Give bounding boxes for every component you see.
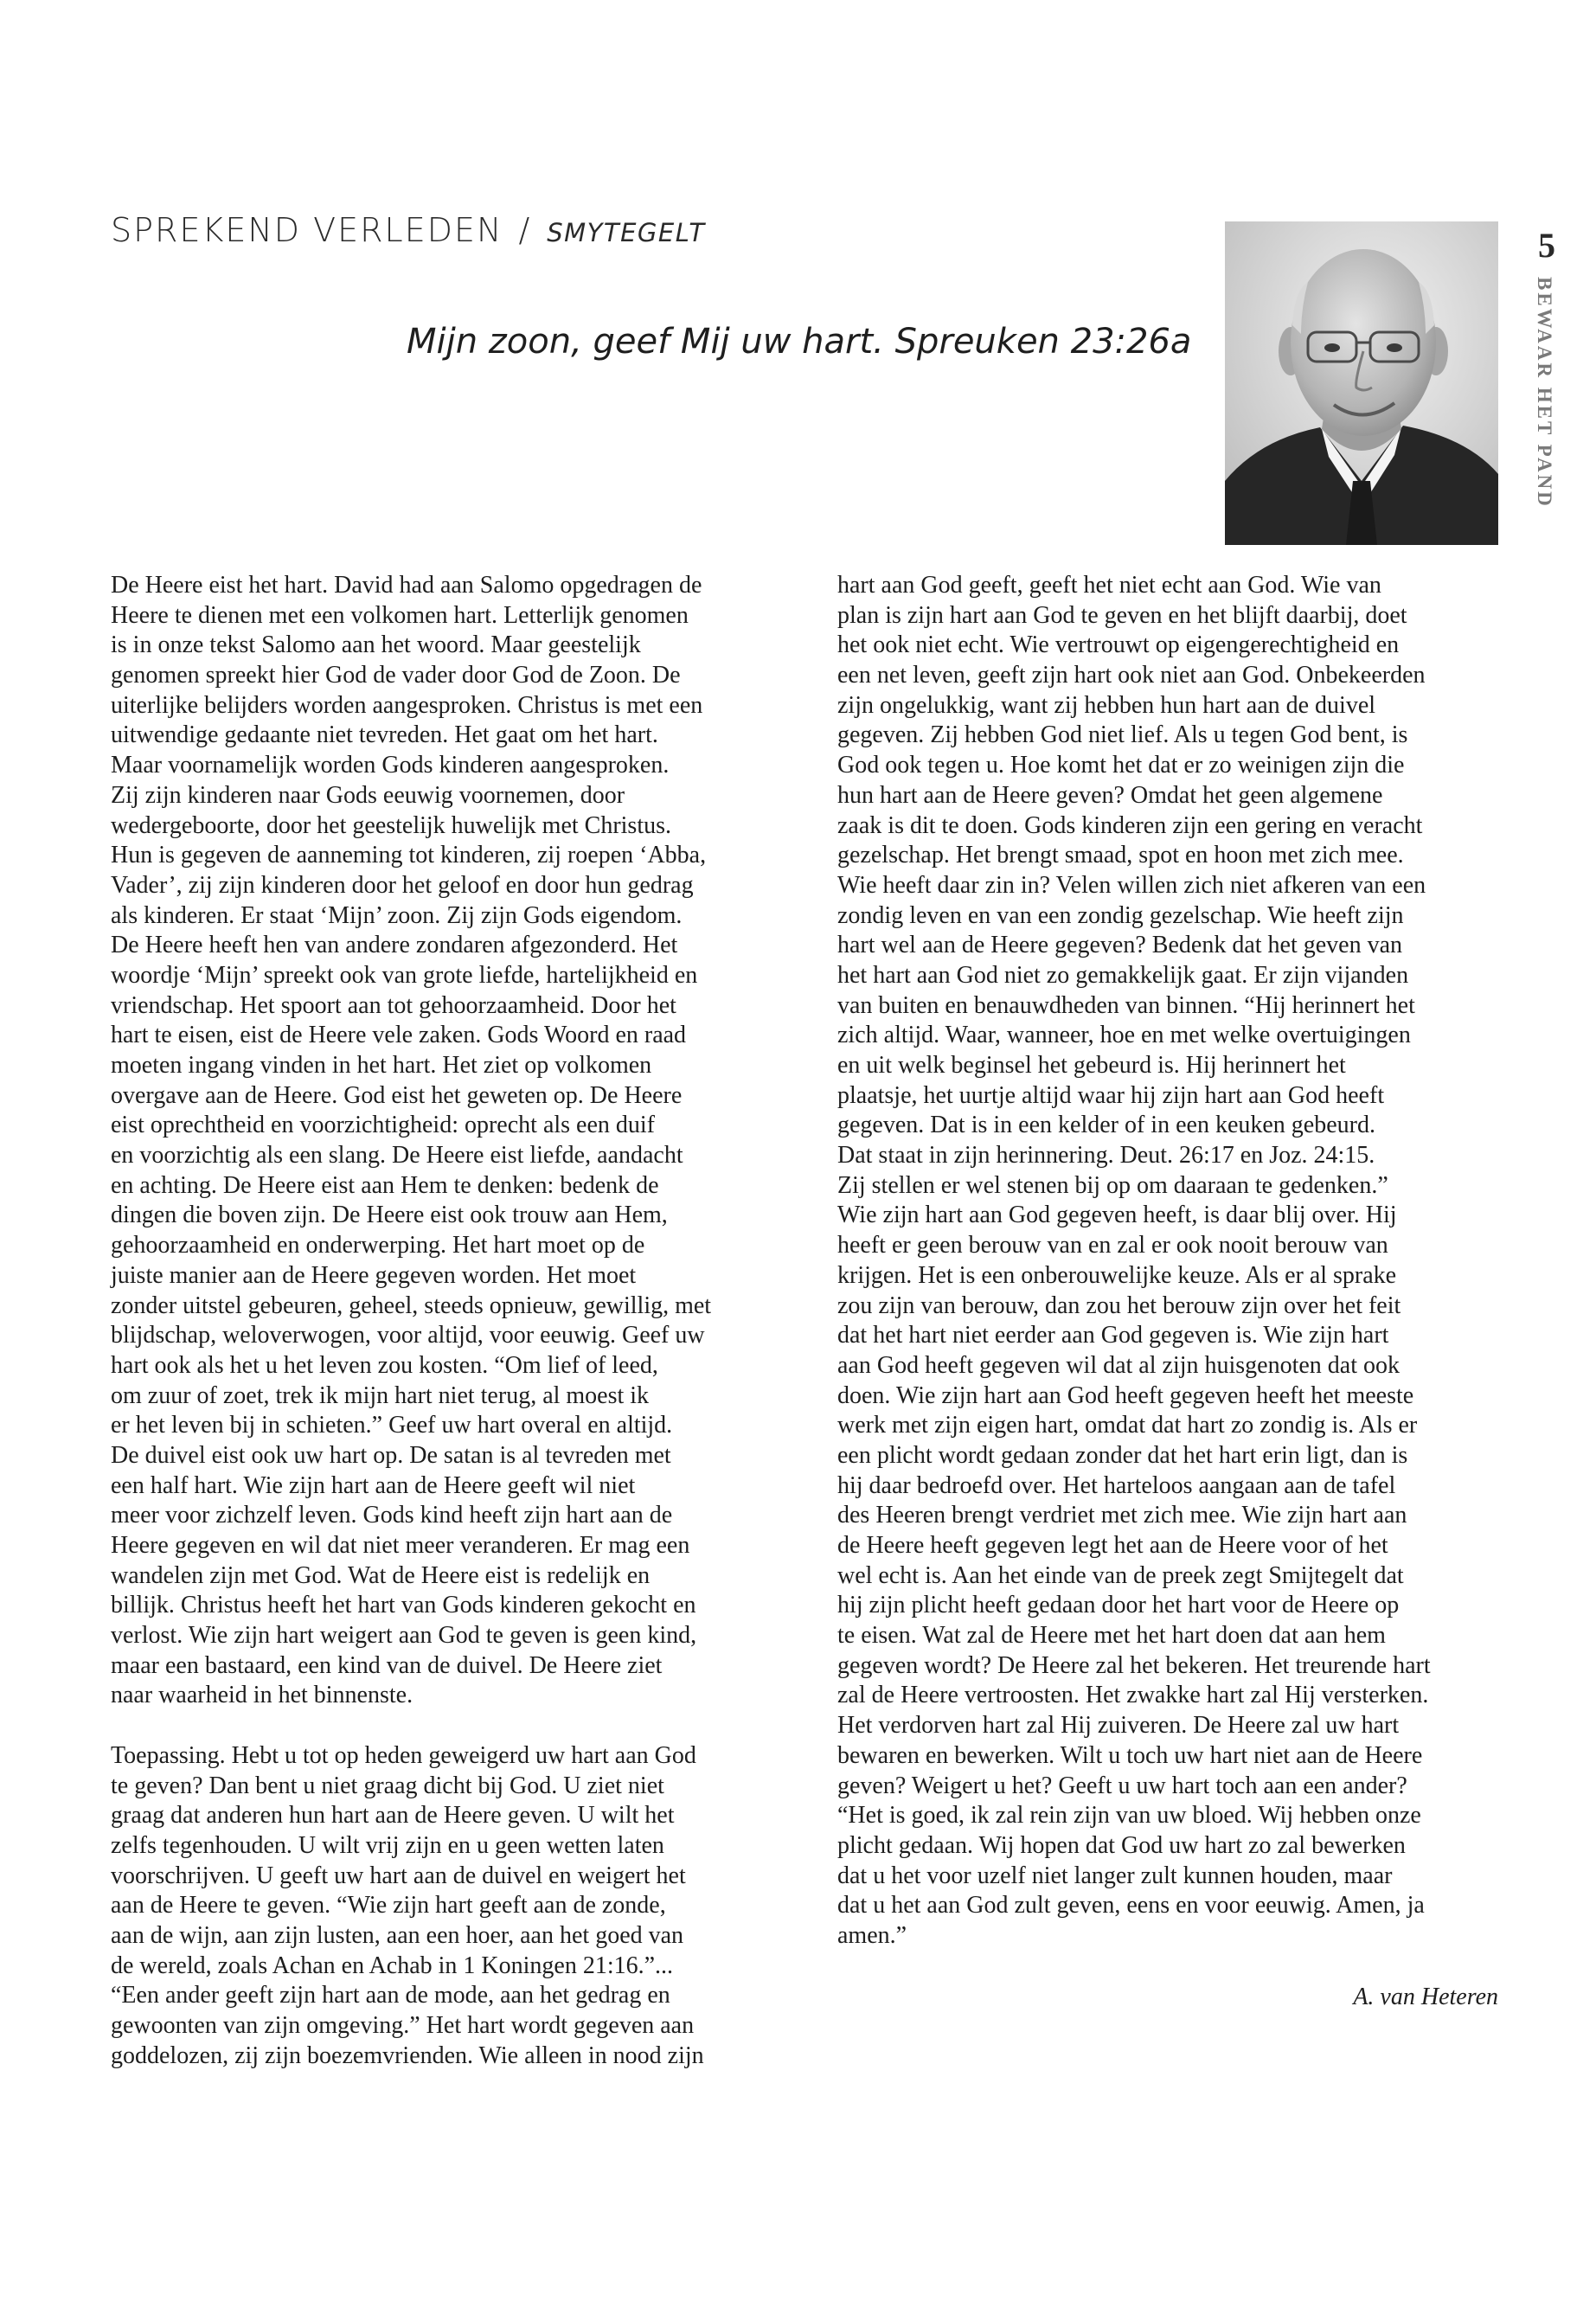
text-line: Het verdorven hart zal Hij zuiveren. De Heere zal uw hart — [837, 1712, 1400, 1740]
text-line: is in onze tekst Salomo aan het woord. Maar geestelijk — [111, 631, 641, 659]
text-line: Dat staat in zijn herinnering. Deut. 26:17 en Joz. 24:15. — [837, 1142, 1375, 1170]
text-line: billijk. Christus heeft het hart van Gods kinderen gekocht en — [111, 1592, 696, 1619]
text-line: het hart aan God niet zo gemakkelijk gaat. Er zijn vijanden — [837, 961, 1409, 989]
text-line: zich altijd. Waar, wanneer, hoe en met welke overtuigingen — [837, 1022, 1411, 1049]
text-line: een half hart. Wie zijn hart aan de Heere geeft wil niet — [111, 1471, 636, 1499]
text-line: Hun is gegeven de aanneming tot kinderen, zij roepen ‘Abba, — [111, 842, 707, 869]
text-line: De Heere heeft hen van andere zondaren afgezonderd. Het — [111, 932, 678, 959]
left-column — [111, 571, 768, 2071]
section-header — [111, 211, 706, 249]
text-line: het ook niet echt. Wie vertrouwt op eigengerechtigheid en — [837, 631, 1400, 659]
text-line: gewoonten van zijn omgeving.” Het hart wordt gegeven aan — [111, 2012, 695, 2039]
text-line: aan God heeft gegeven wil dat al zijn huisgenoten dat ook — [837, 1351, 1401, 1379]
paragraph-gap — [111, 1711, 768, 1741]
text-line: zou zijn van berouw, dan zou het berouw zijn over het feit — [837, 1292, 1401, 1319]
text-line: om zuur of zoet, trek ik mijn hart niet terug, al moest ik — [111, 1381, 650, 1409]
text-line: juiste manier aan de Heere gegeven worden. Het moet — [111, 1261, 637, 1289]
running-title: BEWAAR HET PAND — [1534, 277, 1555, 509]
text-line: zelfs tegenhouden. U wilt vrij zijn en u geen wetten laten — [111, 1831, 664, 1859]
text-line: hart te eisen, eist de Heere vele zaken. Gods Woord en raad — [111, 1022, 687, 1049]
text-line: zijn ongelukkig, want zij hebben hun hart aan de duivel — [837, 691, 1376, 719]
text-line: wel echt is. Aan het einde van de preek zegt Smijtegelt dat — [837, 1561, 1404, 1589]
text-line: krijgen. Het is een onberouwelijke keuze. Als er al sprake — [837, 1261, 1397, 1289]
text-line: Vader’, zij zijn kinderen door het geloof en door hun gedrag — [111, 871, 694, 899]
text-line: woordje ‘Mijn’ spreekt ook van grote liefde, hartelijkheid en — [111, 961, 698, 989]
text-line: God ook tegen u. Hoe komt het dat er zo weinigen zijn die — [837, 752, 1405, 779]
text-line: de Heere heeft gegeven legt het aan de Heere voor of het — [837, 1532, 1388, 1559]
text-line: gegeven. Dat is in een kelder of in een keuken gebeurd. — [837, 1112, 1375, 1139]
text-line: doen. Wie zijn hart aan God heeft gegeven heeft het meeste — [837, 1381, 1414, 1409]
article-title: Mijn zoon, geef Mij uw hart. Spreuken 23:26a — [407, 322, 1192, 362]
text-line: dat het hart niet eerder aan God gegeven is. Wie zijn hart — [837, 1322, 1389, 1349]
section-title: SPREKEND VERLEDEN — [111, 211, 503, 249]
text-line: uitwendige gedaante niet tevreden. Het gaat om het hart. — [111, 721, 658, 749]
text-line: maar een bastaard, een kind van de duivel. De Heere ziet — [111, 1651, 663, 1679]
text-line: graag dat anderen hun hart aan de Heere geven. U wilt het — [111, 1802, 675, 1830]
text-line: en uit welk beginsel het gebeurd is. Hij herinnert het — [837, 1052, 1346, 1079]
text-line: plan is zijn hart aan God te geven en het blijft daarbij, doet — [837, 601, 1407, 629]
text-line: blijdschap, weloverwogen, voor altijd, voor eeuwig. Geef uw — [111, 1322, 705, 1349]
text-line: zondig leven en van een zondig gezelschap. Wie heeft zijn — [837, 901, 1404, 929]
text-line: er het leven bij in schieten.” Geef uw hart overal en altijd. — [111, 1412, 673, 1439]
paragraph-2 — [111, 1741, 768, 2072]
text-line: uiterlijke belijders worden aangesproken. Christus is met een — [111, 691, 703, 719]
text-line: gegeven wordt? De Heere zal het bekeren. Het treurende hart — [837, 1651, 1431, 1679]
text-line: hun hart aan de Heere geven? Omdat het geen algemene — [837, 781, 1383, 809]
page-number: 5 — [1538, 226, 1555, 265]
text-line: een net leven, geeft zijn hart ook niet aan God. Onbekeerden — [837, 662, 1426, 689]
text-line: moeten ingang vinden in het hart. Het ziet op volkomen — [111, 1052, 652, 1079]
text-line: De duivel eist ook uw hart op. De satan is al tevreden met — [111, 1441, 671, 1469]
text-line: te geven? Dan bent u niet graag dicht bij God. U ziet niet — [111, 1772, 664, 1799]
text-line: overgave aan de Heere. God eist het geweten op. De Heere — [111, 1081, 683, 1109]
author-portrait — [1225, 221, 1498, 545]
text-line: te eisen. Wat zal de Heere met het hart doen dat aan hem — [837, 1622, 1386, 1650]
author-signature: A. van Heteren — [1353, 1984, 1498, 2010]
text-line: hart aan God geeft, geeft het niet echt aan God. Wie van — [837, 572, 1381, 599]
portrait-photo-icon — [1225, 221, 1498, 545]
text-line: genomen spreekt hier God de vader door God de Zoon. De — [111, 662, 681, 689]
text-line: plaatsje, het uurtje altijd waar hij zijn hart aan God heeft — [837, 1081, 1385, 1109]
text-line: als kinderen. Er staat ‘Mijn’ zoon. Zij zijn Gods eigendom. — [111, 901, 683, 929]
text-line: gegeven. Zij hebben God niet lief. Als u tegen God bent, is — [837, 721, 1408, 749]
section-subtitle: SMYTEGELT — [547, 218, 706, 247]
text-line: Zij stellen er wel stenen bij op om daaraan te gedenken.” — [837, 1171, 1388, 1199]
text-line: Wie heeft daar zin in? Velen willen zich niet afkeren van een — [837, 871, 1426, 899]
text-line: een plicht wordt gedaan zonder dat het hart erin ligt, dan is — [837, 1441, 1408, 1469]
text-line: en achting. De Heere eist aan Hem te denken: bedenk de — [111, 1171, 659, 1199]
text-line: hij zijn plicht heeft gedaan door het hart voor de Heere op — [837, 1592, 1400, 1619]
text-line: eist oprechtheid en voorzichtigheid: oprecht als een duif — [111, 1112, 656, 1139]
text-line: dingen die boven zijn. De Heere eist ook trouw aan Hem, — [111, 1202, 668, 1229]
text-line: werk met zijn eigen hart, omdat dat hart zo zondig is. Als er — [837, 1412, 1418, 1439]
text-line: aan de Heere te geven. “Wie zijn hart geeft aan de zonde, — [111, 1892, 666, 1920]
text-line: Heere te dienen met een volkomen hart. Letterlijk genomen — [111, 601, 689, 629]
text-line: Toepassing. Hebt u tot op heden geweigerd uw hart aan God — [111, 1741, 696, 1769]
text-line: Wie zijn hart aan God gegeven heeft, is daar blij over. Hij — [837, 1202, 1397, 1229]
text-line: hart wel aan de Heere gegeven? Bedenk dat het geven van — [837, 932, 1403, 959]
text-line: meer voor zichzelf leven. Gods kind heeft zijn hart aan de — [111, 1502, 673, 1529]
text-line: wandelen zijn met God. Wat de Heere eist is redelijk en — [111, 1561, 651, 1589]
text-line: verlost. Wie zijn hart weigert aan God te geven is geen kind, — [111, 1622, 697, 1650]
text-line: de wereld, zoals Achan en Achab in 1 Koningen 21:16.”... — [111, 1952, 674, 1979]
text-line: vriendschap. Het spoort aan tot gehoorzaamheid. Door het — [111, 991, 676, 1019]
text-line: Zij zijn kinderen naar Gods eeuwig voornemen, door — [111, 781, 625, 809]
text-line: bewaren en bewerken. Wilt u toch uw hart niet aan de Heere — [837, 1741, 1423, 1769]
text-line: naar waarheid in het binnenste. — [111, 1682, 413, 1709]
header-separator: / — [518, 211, 532, 249]
text-line: aan de wijn, aan zijn lusten, aan een hoer, aan het goed van — [111, 1921, 684, 1949]
text-line: hij daar bedroefd over. Het harteloos aangaan aan de tafel — [837, 1471, 1396, 1499]
text-line: Heere gegeven en wil dat niet meer veranderen. Er mag een — [111, 1532, 690, 1559]
paragraph-1 — [111, 571, 768, 1711]
text-line: gezelschap. Het brengt smaad, spot en hoon met zich mee. — [837, 842, 1404, 869]
text-line: gehoorzaamheid en onderwerping. Het hart moet op de — [111, 1232, 645, 1259]
text-line: zal de Heere vertroosten. Het zwakke hart zal Hij versterken. — [837, 1682, 1429, 1709]
text-line: “Een ander geeft zijn hart aan de mode, aan het gedrag en — [111, 1982, 670, 2009]
text-line: zaak is dit te doen. Gods kinderen zijn een gering en veracht — [837, 811, 1423, 839]
text-line: van buiten en benauwdheden van binnen. “Hij herinnert het — [837, 991, 1415, 1019]
text-line: De Heere eist het hart. David had aan Salomo opgedragen de — [111, 572, 702, 599]
text-line: “Het is goed, ik zal rein zijn van uw bloed. Wij hebben onze — [837, 1802, 1421, 1830]
right-column — [837, 571, 1495, 1952]
text-line: dat u het voor uzelf niet langer zult kunnen houden, maar — [837, 1862, 1393, 1889]
text-line: plicht gedaan. Wij hopen dat God uw hart zo zal bewerken — [837, 1831, 1406, 1859]
text-line: amen.” — [837, 1921, 907, 1949]
text-line: en voorzichtig als een slang. De Heere eist liefde, aandacht — [111, 1142, 683, 1170]
text-line: dat u het aan God zult geven, eens en voor eeuwig. Amen, ja — [837, 1892, 1425, 1920]
text-line: geven? Weigert u het? Geeft u uw hart toch aan een ander? — [837, 1772, 1407, 1799]
text-line: des Heeren brengt verdriet met zich mee. Wie zijn hart aan — [837, 1502, 1407, 1529]
text-line: hart ook als het u het leven zou kosten. “Om lief of leed, — [111, 1351, 658, 1379]
text-line: wedergeboorte, door het geestelijk huwelijk met Christus. — [111, 811, 672, 839]
text-line: voorschrijven. U geeft uw hart aan de duivel en weigert het — [111, 1862, 686, 1889]
text-line: zonder uitstel gebeuren, geheel, steeds opnieuw, gewillig, met — [111, 1292, 712, 1319]
text-line: heeft er geen berouw van en zal er ook nooit berouw van — [837, 1232, 1388, 1259]
text-line: Maar voornamelijk worden Gods kinderen aangesproken. — [111, 752, 670, 779]
text-line: goddelozen, zij zijn boezemvrienden. Wie alleen in nood zijn — [111, 2041, 704, 2069]
